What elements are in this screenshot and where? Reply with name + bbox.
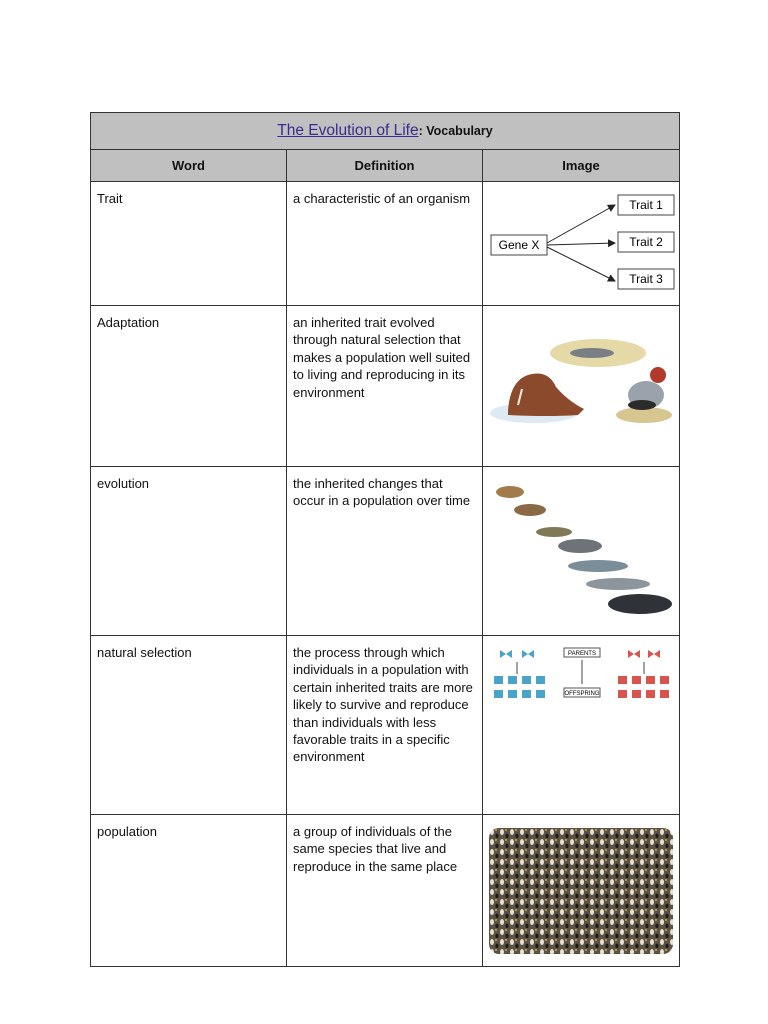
- header-word: Word: [91, 150, 287, 182]
- gene-label: Gene X: [498, 238, 540, 252]
- trait-3-label: Trait 3: [629, 272, 663, 286]
- word-cell: Trait: [91, 182, 287, 306]
- title-row: [91, 113, 680, 150]
- gene-trait-diagram: [485, 191, 677, 296]
- evolution-image-cell: [483, 467, 680, 636]
- table-title: [91, 113, 680, 150]
- blue-offspring: [494, 676, 545, 698]
- ancestor-6: [586, 578, 650, 590]
- definition-cell: a group of individuals of the same species that live and reproduce in the same place: [287, 815, 483, 967]
- trait-2-label: Trait 2: [629, 235, 663, 249]
- table-row: [91, 182, 680, 306]
- definition-cell: the process through which individuals in a population with certain inherited traits are more likely to survive and reproduce than individuals with less favorable traits in a specific environment: [287, 636, 483, 815]
- table-row: [91, 636, 680, 815]
- whale-evolution-illustration: [488, 476, 674, 626]
- blue-parents: [500, 650, 534, 658]
- offspring-label: OFFSPRING: [564, 691, 600, 697]
- trait-1-label: Trait 1: [629, 198, 663, 212]
- red-offspring: [618, 676, 669, 698]
- population-image-cell: [483, 815, 680, 967]
- word-cell: natural selection: [91, 636, 287, 815]
- header-row: [91, 150, 680, 182]
- arrow-trait-1: [547, 205, 615, 243]
- table-row: [91, 467, 680, 636]
- penguin-crowd: [489, 828, 673, 954]
- red-parents: [628, 650, 660, 658]
- duck-head: [650, 367, 666, 383]
- arrow-trait-2: [547, 243, 615, 245]
- trait-diagram-cell: [483, 182, 680, 306]
- natural-selection-image-cell: [483, 636, 680, 815]
- ancestor-3: [536, 527, 572, 537]
- ancestor-4: [558, 539, 602, 553]
- table-row: [91, 815, 680, 967]
- word-cell: Adaptation: [91, 306, 287, 467]
- word-cell: population: [91, 815, 287, 967]
- adaptation-image-cell: [483, 306, 680, 467]
- header-definition: Definition: [287, 150, 483, 182]
- vocabulary-table: [90, 112, 680, 967]
- table-row: [91, 306, 680, 467]
- penguin-colony-photo: [489, 828, 673, 954]
- word-cell: evolution: [91, 467, 287, 636]
- swimming-animal: [570, 348, 614, 358]
- modern-whale: [608, 594, 672, 614]
- title-link[interactable]: The Evolution of Life: [277, 122, 419, 139]
- ancestor-5: [568, 560, 628, 572]
- ancestor-1: [496, 486, 524, 498]
- parents-label: PARENTS: [568, 651, 596, 657]
- definition-cell: an inherited trait evolved through natural selection that makes a population well suited to living and reproducing in its environment: [287, 306, 483, 467]
- arrow-trait-3: [547, 247, 615, 281]
- adaptation-illustration: [488, 331, 674, 441]
- definition-cell: a characteristic of an organism: [287, 182, 483, 306]
- ancestor-2: [514, 504, 546, 516]
- title-subtitle: : Vocabulary: [418, 124, 493, 138]
- definition-cell: the inherited changes that occur in a population over time: [287, 467, 483, 636]
- header-image: Image: [483, 150, 680, 182]
- walrus: [508, 374, 584, 417]
- duck-breast: [628, 400, 656, 410]
- natural-selection-diagram: [488, 644, 674, 714]
